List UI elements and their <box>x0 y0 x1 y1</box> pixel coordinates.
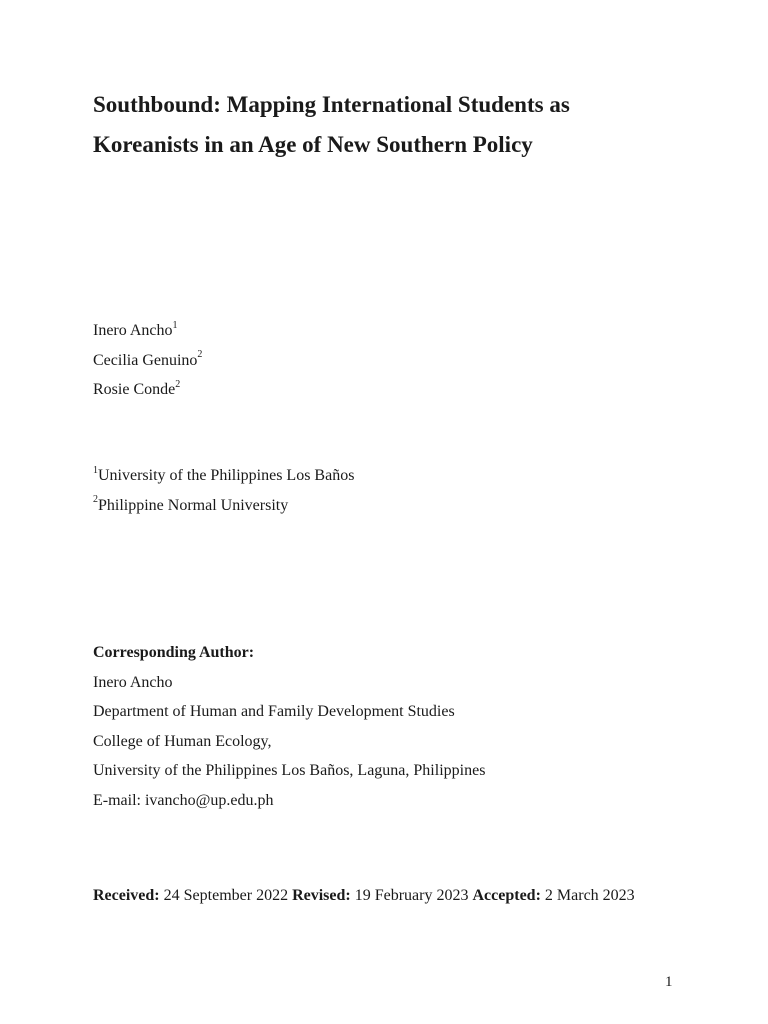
affiliation-number: 2 <box>93 494 98 506</box>
affiliation-marker: 2 <box>175 378 181 390</box>
page-number: 1 <box>665 974 673 990</box>
affiliation-list <box>93 461 354 520</box>
revised-date: 19 February 2023 <box>350 887 473 904</box>
paper-title <box>93 85 733 165</box>
corresponding-author-email: E-mail: ivancho@up.edu.ph <box>93 791 274 809</box>
received-label: Received: <box>93 887 160 904</box>
author <box>93 346 202 376</box>
affiliation <box>93 491 354 521</box>
corresponding-author-department: Department of Human and Family Development Studies <box>93 703 455 720</box>
revised-label: Revised: <box>292 887 351 904</box>
author-list <box>93 316 202 405</box>
corresponding-author-block <box>93 638 485 815</box>
author <box>93 316 202 346</box>
author-name: Rosie Conde <box>93 381 176 398</box>
affiliation-name: Philippine Normal University <box>98 496 289 514</box>
affiliation-number: 1 <box>93 464 98 476</box>
title-line-1: Southbound: Mapping International Students as <box>93 92 570 117</box>
affiliation-marker: 2 <box>197 349 203 361</box>
affiliation-marker: 1 <box>172 319 178 331</box>
author <box>93 375 202 405</box>
title-line-2: Koreanists in an Age of New Southern Policy <box>93 132 533 157</box>
author-name: Inero Ancho <box>93 322 173 339</box>
accepted-label: Accepted: <box>472 887 541 904</box>
corresponding-author-name: Inero Ancho <box>93 673 173 691</box>
corresponding-author-university: University of the Philippines Los Baños, Laguna, Philippines <box>93 762 486 779</box>
received-date: 24 September 2022 <box>159 887 293 904</box>
submission-dates <box>93 882 635 910</box>
author-name: Cecilia Genuino <box>93 351 198 369</box>
corresponding-author-college: College of Human Ecology, <box>93 732 272 750</box>
corresponding-author-heading: Corresponding Author: <box>93 644 255 661</box>
accepted-date: 2 March 2023 <box>540 887 635 904</box>
affiliation-name: University of the Philippines Los Baños <box>98 467 355 484</box>
affiliation <box>93 461 354 491</box>
